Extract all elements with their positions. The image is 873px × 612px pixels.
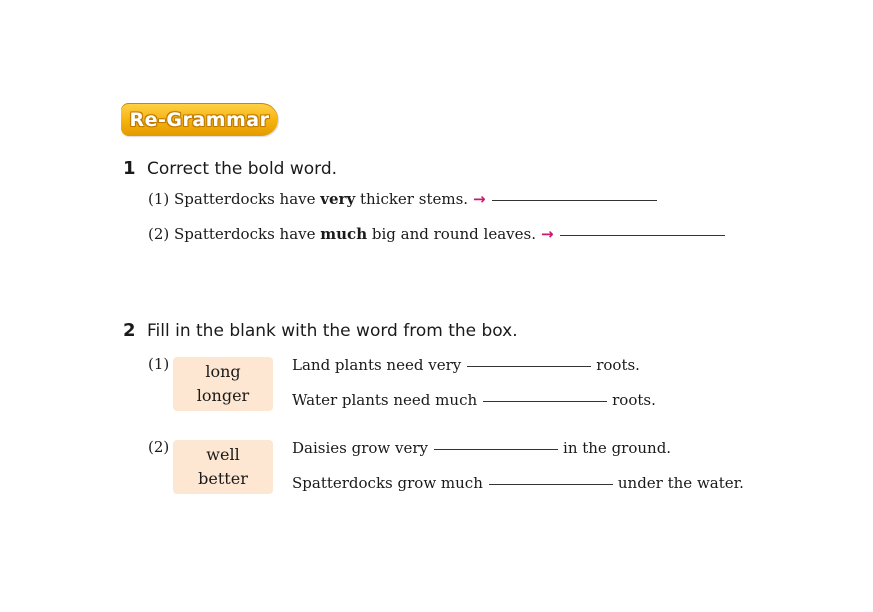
right-arrow-icon: → (540, 225, 554, 243)
fill-blank[interactable] (434, 448, 558, 450)
word-box-2 (173, 440, 273, 494)
word-option: longer (196, 386, 250, 405)
bold-word: very (320, 190, 356, 208)
bold-word: much (320, 225, 368, 243)
group-1-number: (1) (148, 355, 170, 373)
section-2-heading (123, 320, 518, 341)
section-2-title: Fill in the blank with the word from the box. (147, 321, 518, 341)
fill-blank[interactable] (467, 365, 591, 367)
fill-sentence-4: Spatterdocks grow much under the water. (292, 474, 744, 492)
word-option: well (206, 445, 240, 464)
section-2-number: 2 (123, 320, 136, 341)
answer-blank-1[interactable] (492, 199, 657, 201)
section-1-title: Correct the bold word. (147, 159, 338, 179)
fill-blank[interactable] (483, 400, 607, 402)
section-1-number: 1 (123, 158, 136, 179)
fill-sentence-3: Daisies grow very in the ground. (292, 439, 672, 457)
right-arrow-icon: → (473, 190, 486, 208)
item-number: (1) (148, 190, 170, 208)
badge-label: Re-Grammar (129, 108, 270, 131)
section-1-heading (123, 158, 337, 179)
re-grammar-badge (121, 103, 278, 136)
word-box-1 (173, 357, 273, 411)
group-2-number: (2) (148, 438, 170, 456)
item-number: (2) (148, 225, 170, 243)
fill-sentence-1: Land plants need very roots. (292, 356, 640, 374)
correction-item-1: (1) Spatterdocks have very thicker stems. → (148, 190, 657, 208)
answer-blank-2[interactable] (560, 234, 725, 236)
word-option: long (205, 362, 241, 381)
word-option: better (198, 469, 248, 488)
fill-blank[interactable] (489, 483, 613, 485)
fill-sentence-2: Water plants need much roots. (292, 391, 656, 409)
correction-item-2: (2) Spatterdocks have much big and round leaves. → (148, 225, 725, 243)
